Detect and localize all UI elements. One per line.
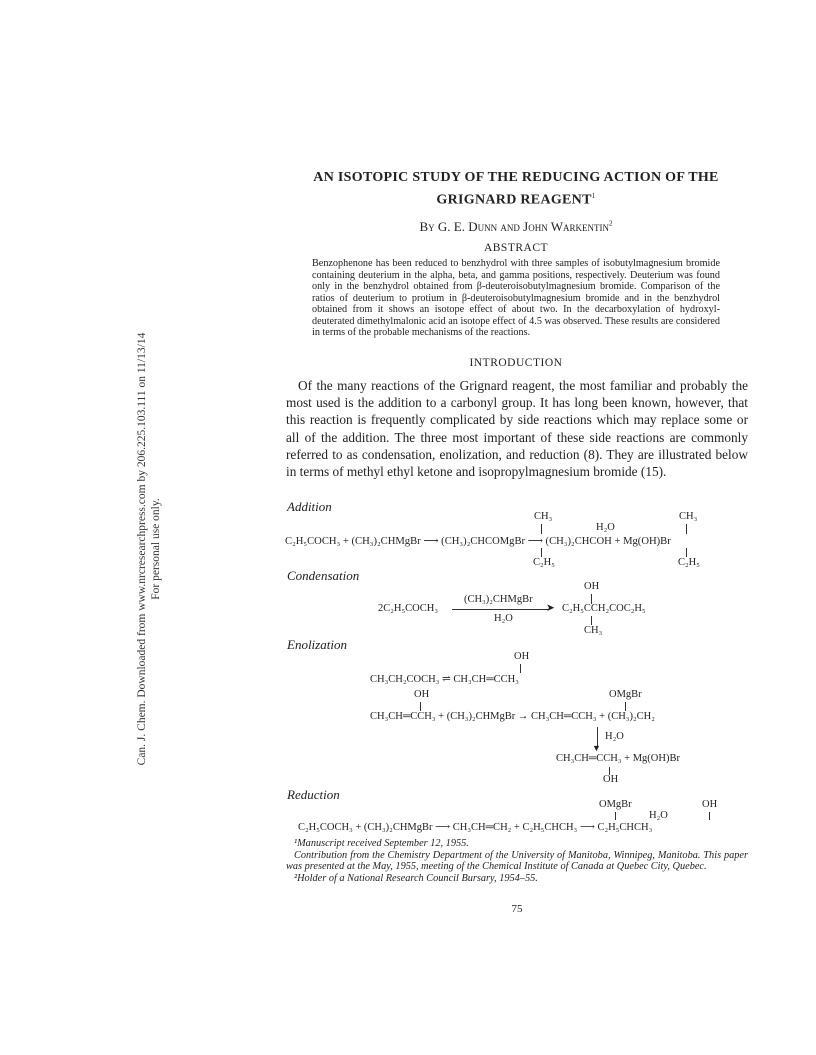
reduction-bond-2 <box>709 812 710 820</box>
addition-c2h5-b: C₂H₅ <box>678 557 700 568</box>
abstract-text: Benzophenone has been reduced to benzhydrol with three samples of isobutylmagnesium bromide containing deuterium in the alpha, beta, and gamma positions, respectively. Deuterium was found only in the benzhydrol obtained from β-deuteroisobutylmagnesium bromide. Comparison of the ratios of deuterium to protium in β-deuteroisobutylmagnesium bromide and in the benzhydrol obtained from it shows an isotope effect of about two. In the decarboxylation of hydroxyl-deuterated dimethylmalonic acid an isotope effect of 4.5 was observed. These results are considered in terms of the probable mechanisms of the reactions. <box>312 258 720 338</box>
introduction-heading: INTRODUCTION <box>469 357 563 369</box>
condensation-reactant: 2C₂H₅COCH₃ <box>378 603 438 614</box>
reduction-label: Reduction <box>287 787 340 802</box>
enolization-oh-2: OH <box>414 689 430 700</box>
watermark-line-1: Can. J. Chem. Downloaded from www.nrcresearchpress.com by 206.225.103.111 on 11/13/14 <box>136 332 148 766</box>
watermark-line-2: For personal use only. <box>150 498 162 600</box>
condensation-arrowhead: ➤ <box>546 603 555 614</box>
addition-bond-3 <box>541 548 542 557</box>
reduction-water: H₂O <box>649 810 668 821</box>
enolization-oh-3: OH <box>603 774 619 785</box>
addition-equation: C₂H₅COCH₃ + (CH₃)₂CHMgBr ⟶ (CH₃)₂CHCOMgBr ⟶ (CH₃)₂CHCOH + Mg(OH)Br <box>285 536 671 547</box>
abstract-heading: ABSTRACT <box>483 242 549 254</box>
addition-bond-4 <box>686 548 687 557</box>
footnote-3: ²Holder of a National Research Council Bursary, 1954–55. <box>294 872 538 884</box>
author-footnote-marker: 2 <box>608 219 613 228</box>
page-number: 75 <box>511 903 523 915</box>
title-line-2: GRIGNARD REAGENT <box>436 192 592 208</box>
enolization-equation-1: CH₃CH₂COCH₃ ⇌ CH₃CH═CCH₃ <box>370 674 519 685</box>
enolization-arrowhead: ▼ <box>592 743 601 753</box>
reduction-oh: OH <box>702 799 718 810</box>
authors: By G. E. Dunn and John Warkentin <box>419 219 609 234</box>
enolization-water: H₂O <box>605 731 624 742</box>
footnote-2: Contribution from the Chemistry Department of the University of Manitoba, Winnipeg, Manitoba. This paper was presented at the May, 1955, meeting of the Chemical Institute of Canada at Quebec City, Quebec. <box>286 849 748 873</box>
addition-ch3-a: CH₃ <box>534 511 553 522</box>
reduction-equation: C₂H₅COCH₃ + (CH₃)₂CHMgBr ⟶ CH₃CH═CH₂ + C₂H₅CHCH₃ ⟶ C₂H₅CHCH₃ <box>298 822 653 833</box>
condensation-arrow <box>452 609 548 610</box>
author-line <box>286 219 746 235</box>
condensation-label: Condensation <box>287 568 360 583</box>
condensation-ch3: CH₃ <box>584 625 603 636</box>
reduction-bond-1 <box>615 812 616 820</box>
addition-c2h5-a: C₂H₅ <box>533 557 555 568</box>
enolization-oh-1: OH <box>514 651 530 662</box>
enolization-bond-2 <box>420 702 421 711</box>
condensation-bond-2 <box>591 616 592 625</box>
condensation-oh: OH <box>584 581 600 592</box>
introduction-paragraph: Of the many reactions of the Grignard reagent, the most familiar and probably the most used is the addition to a carbonyl group. It has long been known, however, that this reaction is frequently complicated by side reactions which may replace some or all of the addition. The three most important of these side reactions are commonly referred to as condensation, enolization, and reduction (8). They are illustrated below in terms of methyl ethyl ketone and isopropylmagnesium bromide (15). <box>286 378 748 480</box>
download-watermark <box>135 209 193 889</box>
enolization-bond-1 <box>520 664 521 673</box>
footnote-1: ¹Manuscript received September 12, 1955. <box>294 838 469 849</box>
addition-ch3-b: CH₃ <box>679 511 698 522</box>
addition-bond-2 <box>686 524 687 534</box>
footnotes <box>286 838 748 884</box>
article-title <box>286 168 746 210</box>
enolization-label: Enolization <box>287 637 347 652</box>
title-footnote-marker: 1 <box>591 192 596 200</box>
title-line-1: AN ISOTOPIC STUDY OF THE REDUCING ACTION OF THE <box>313 170 719 185</box>
condensation-water: H₂O <box>494 613 513 624</box>
addition-water: H₂O <box>596 522 615 533</box>
enolization-omgbr: OMgBr <box>609 689 642 700</box>
addition-bond-1 <box>541 524 542 534</box>
enolization-bond-3 <box>625 702 626 711</box>
addition-label: Addition <box>287 499 332 514</box>
condensation-reagent: (CH₃)₂CHMgBr <box>464 594 533 605</box>
condensation-product: C₂H₅CCH₂COC₂H₅ <box>562 603 646 614</box>
enolization-equation-2: CH₃CH═CCH₃ + (CH₃)₂CHMgBr → CH₃CH═CCH₃ + (CH₃)₂CH₂ <box>370 711 655 722</box>
reduction-omgbr: OMgBr <box>599 799 632 810</box>
enolization-equation-3: CH₃CH═CCH₃ + Mg(OH)Br <box>556 753 680 764</box>
